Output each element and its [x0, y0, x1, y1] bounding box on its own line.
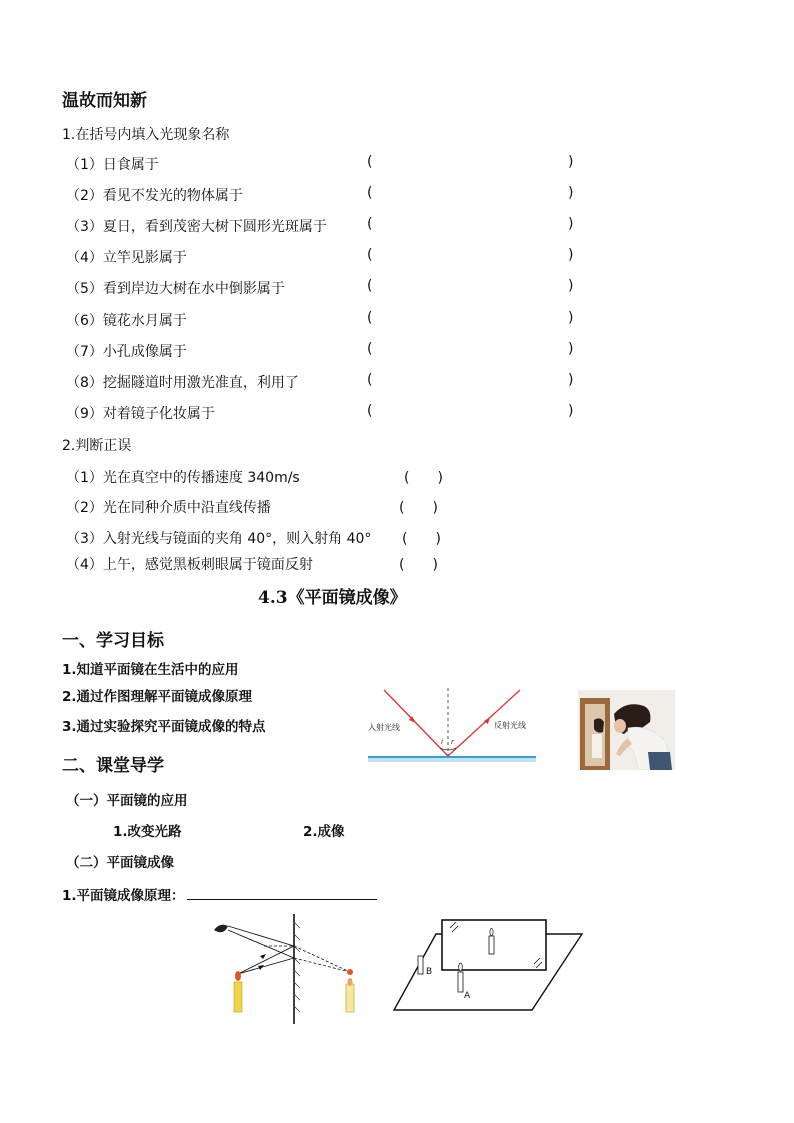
- experiment-diagram: [392, 914, 588, 1014]
- q1-item-3: （3）夏日，看到茂密大树下圆形光斑属于: [66, 219, 327, 235]
- q1-paren-open: (: [367, 278, 373, 294]
- q1-paren-close: ): [568, 278, 574, 294]
- candle-flame-real: [235, 971, 241, 981]
- q1-paren-open: (: [367, 154, 373, 170]
- part-1-title: （一）平面镜的应用: [66, 793, 188, 809]
- goal-item-3: 3.通过实验探究平面镜成像的特点: [62, 719, 266, 735]
- q2-item-3: （3）入射光线与镜面的夹角 40°，则入射角 40°: [66, 531, 372, 547]
- principle-question: [62, 884, 377, 904]
- q1-paren-close: ): [568, 247, 574, 263]
- q1-item-6: （6）镜花水月属于: [66, 313, 187, 329]
- virtual-ray-2: [294, 958, 350, 972]
- q1-paren-close: ): [568, 154, 574, 170]
- q1-paren-close: ): [568, 216, 574, 232]
- q1-paren-open: (: [367, 372, 373, 388]
- candle-image-flame: [490, 929, 493, 936]
- candle-real: [234, 982, 242, 1012]
- section-learning-goals: 一、学习目标: [62, 631, 164, 651]
- reflection-hair: [594, 718, 604, 732]
- q2-item-2: （2）光在同种介质中沿直线传播: [66, 500, 271, 516]
- application-item-1: 1.改变光路: [113, 824, 182, 840]
- arrow-icon: [258, 965, 264, 970]
- reflection-diagram: [366, 686, 538, 766]
- reflection-body: [592, 734, 602, 758]
- q1-item-4: （4）立竿见影属于: [66, 250, 187, 266]
- q1-paren-open: (: [367, 310, 373, 326]
- virtual-ray-1: [294, 946, 350, 972]
- angle-i-label: i: [441, 738, 443, 746]
- q2-answer-paren: ( ): [402, 531, 441, 547]
- candle-flame-image: [347, 969, 353, 975]
- candle-a: [458, 972, 463, 992]
- q2-answer-paren: ( ): [399, 500, 438, 516]
- q1-paren-close: ): [568, 341, 574, 357]
- goal-item-2: 2.通过作图理解平面镜成像原理: [62, 689, 253, 705]
- mirror-hatching: [294, 922, 300, 1012]
- question-2-title: 2.判断正误: [62, 438, 132, 454]
- candle-b: [418, 956, 423, 974]
- candle-image: [346, 984, 354, 1012]
- q1-paren-close: ): [568, 185, 574, 201]
- goal-item-1: 1.知道平面镜在生活中的应用: [62, 662, 239, 678]
- woman-face: [614, 719, 626, 733]
- question-1-title: 1.在括号内填入光现象名称: [62, 127, 230, 143]
- angle-r-label: r: [451, 738, 454, 746]
- q2-item-1: （1）光在真空中的传播速度 340m/s: [66, 470, 300, 486]
- q1-paren-close: ): [568, 310, 574, 326]
- q1-item-7: （7）小孔成像属于: [66, 344, 187, 360]
- ray-2: [228, 930, 294, 958]
- arrow-icon: [260, 954, 266, 959]
- candle-image: [489, 936, 494, 954]
- candle-image-glow: [348, 978, 353, 986]
- q1-item-1: （1）日食属于: [66, 157, 159, 173]
- q1-paren-open: (: [367, 216, 373, 232]
- candle-a-flame: [459, 963, 463, 971]
- q1-paren-close: ): [568, 372, 574, 388]
- lesson-title: 4.3《平面镜成像》: [258, 588, 407, 608]
- q1-paren-open: (: [367, 185, 373, 201]
- review-title: 温故而知新: [62, 91, 147, 111]
- q1-item-9: （9）对着镜子化妆属于: [66, 406, 215, 422]
- q1-paren-open: (: [367, 403, 373, 419]
- application-item-2: 2.成像: [303, 824, 345, 840]
- principle-label: 1.平面镜成像原理：: [62, 888, 185, 904]
- section-class-guide: 二、课堂导学: [62, 756, 164, 776]
- mirror-photo: [578, 690, 675, 770]
- q1-item-8: （8）挖掘隧道时用激光准直，利用了: [66, 375, 299, 391]
- ray-1: [228, 926, 294, 946]
- q2-answer-paren: ( ): [404, 470, 443, 486]
- part-2-title: （二）平面镜成像: [66, 855, 174, 871]
- reflected-label: 反射光线: [494, 721, 526, 730]
- q2-answer-paren: ( ): [399, 557, 438, 573]
- label-a: A: [464, 991, 471, 1001]
- q2-item-4: （4）上午，感觉黑板刺眼属于镜面反射: [66, 557, 313, 573]
- principle-answer-blank: [187, 885, 377, 900]
- label-b: B: [426, 967, 433, 977]
- q1-item-2: （2）看见不发光的物体属于: [66, 188, 243, 204]
- q1-paren-close: ): [568, 403, 574, 419]
- q1-paren-open: (: [367, 341, 373, 357]
- q1-item-5: （5）看到岸边大树在水中倒影属于: [66, 281, 285, 297]
- woman-jeans: [648, 752, 672, 770]
- q1-paren-open: (: [367, 247, 373, 263]
- eye-icon: [214, 925, 228, 933]
- imaging-principle-diagram: [208, 912, 364, 1024]
- incident-label: 入射光线: [368, 723, 400, 732]
